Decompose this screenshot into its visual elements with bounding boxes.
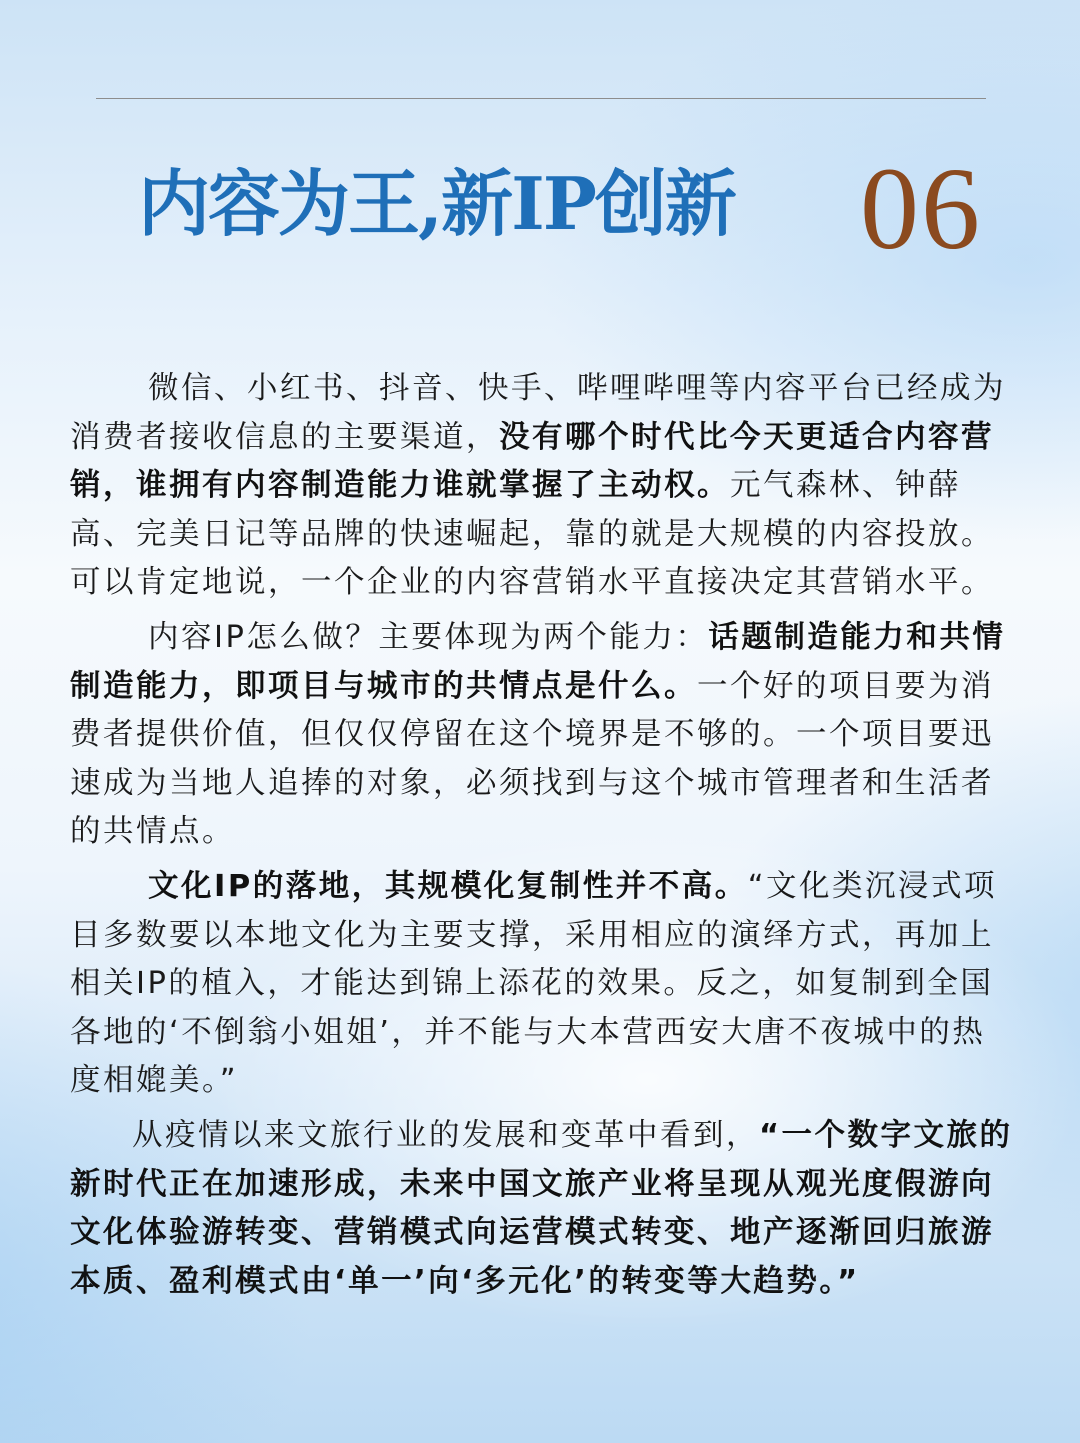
page-title: 内容为王,新IP创新 xyxy=(138,161,735,246)
paragraph-1-text-c: 元气森林、钟薛高、完美日记等品牌的快速崛起，靠的就是大规模的内容投放。可以肯定地说，一个企业的内容营销水平直接决定其营销水平。 xyxy=(70,468,994,601)
paragraph-1-highlight: 没有哪个时代比今天更适合内容营销，谁拥有内容制造能力谁就掌握了主动权。 xyxy=(70,419,994,504)
paragraph-2-text-a: 内容IP怎么做？主要体现为两个能力： xyxy=(148,619,709,655)
paragraph-1 xyxy=(70,365,1014,608)
paragraph-4-highlight: “一个数字文旅的新时代正在加速形成，未来中国文旅产业将呈现从观光度假游向文化体验游转变、营销模式向运营模式转变、地产逐渐回归旅游本质、盈利模式由‘单一’向‘多元化’的转变等大趋势。” xyxy=(70,1117,1013,1299)
article-body xyxy=(70,365,1014,1306)
paragraph-2-text-c: 一个好的项目要为消费者提供价值，但仅仅停留在这个境界是不够的。一个项目要迅速成为当地人追捧的对象，必须找到与这个城市管理者和生活者的共情点。 xyxy=(70,668,994,850)
paragraph-1-text-a: 微信、小红书、抖音、快手、哔哩哔哩等内容平台已经成为消费者接收信息的主要渠道， xyxy=(70,371,1006,455)
paragraph-4 xyxy=(70,1112,1014,1306)
section-number: 06 xyxy=(860,143,982,274)
paragraph-3-highlight: 文化IP的落地，其规模化复制性并不高。 xyxy=(148,868,748,904)
paragraph-3 xyxy=(70,863,1014,1106)
paragraph-2 xyxy=(70,614,1014,857)
paragraph-3-text-b: “文化类沉浸式项目多数要以本地文化为主要支撑，采用相应的演绎方式，再加上相关IP的植入，才能达到锦上添花的效果。反之，如复制到全国各地的‘不倒翁小姐姐’，并不能与大本营西安大唐不夜城中的热度相媲美。” xyxy=(70,868,998,1099)
paragraph-2-highlight: 话题制造能力和共情制造能力，即项目与城市的共情点是什么。 xyxy=(70,619,1006,704)
paragraph-4-text-a: 从疫情以来文旅行业的发展和变革中看到， xyxy=(132,1117,759,1153)
top-divider xyxy=(96,98,986,99)
